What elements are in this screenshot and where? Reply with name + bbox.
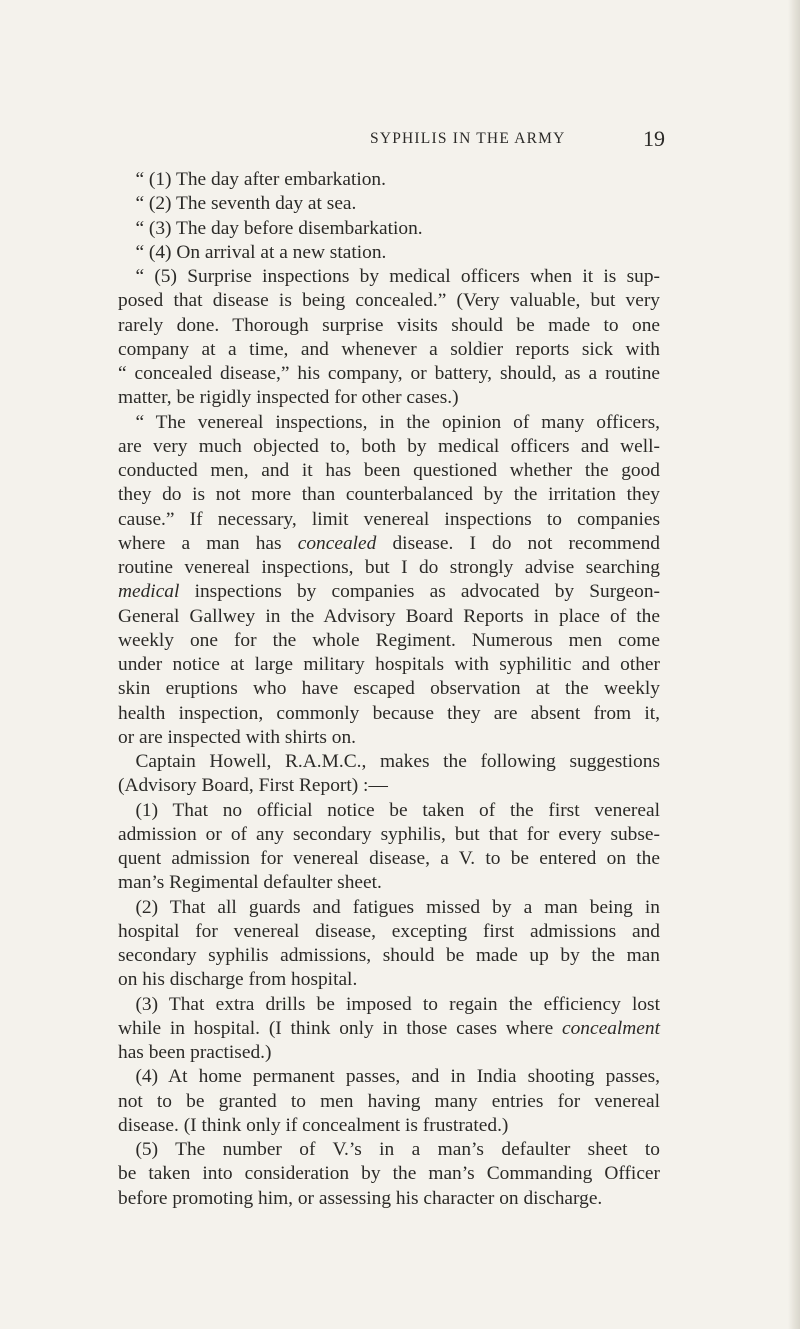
page-number: 19 xyxy=(643,126,665,151)
list-item-4 xyxy=(118,241,660,265)
text-line: skin eruptions who have escaped observation at the weekly xyxy=(118,678,660,700)
paragraph-captain-howell xyxy=(118,750,660,799)
text-line: secondary syphilis admissions, should be made up by the man xyxy=(118,945,660,966)
text-line: under notice at large military hospitals with syphilitic and other xyxy=(118,654,660,675)
running-title: SYPHILIS IN THE ARMY xyxy=(370,130,566,147)
suggestion-1 xyxy=(118,799,660,896)
text-line: not to be granted to men having many entries for venereal xyxy=(118,1090,660,1112)
text-line: (4) At home permanent passes, and in India shooting passes, xyxy=(135,1066,660,1088)
list-item-2 xyxy=(118,192,660,216)
text-line: has been practised.) xyxy=(118,1042,272,1063)
text-line: “ concealed disease,” his company, or battery, should, as a routine xyxy=(118,363,660,384)
text-line: on his discharge from hospital. xyxy=(118,969,358,991)
text-line: admission or of any secondary syphilis, but that for every subse- xyxy=(118,823,660,845)
text-line: (3) That extra drills be imposed to regain the efficiency lost xyxy=(135,993,660,1015)
text-line: before promoting him, or assessing his character on discharge. xyxy=(118,1187,603,1209)
text-line: company at a time, and whenever a soldier reports sick with xyxy=(118,338,660,360)
text-line: health inspection, commonly because they are absent from it, xyxy=(118,702,660,724)
suggestion-2 xyxy=(118,896,660,993)
text-line xyxy=(118,1017,660,1041)
text-run: inspections by companies as advocated by Surgeon- xyxy=(194,581,660,603)
text-line: or are inspected with shirts on. xyxy=(118,726,357,748)
text-line: General Gallwey in the Advisory Board Reports in place of the xyxy=(118,605,660,627)
text-line: (5) The number of V.’s in a man’s defaulter sheet to xyxy=(135,1139,660,1160)
text-line xyxy=(118,580,660,604)
text-line: man’s Regimental defaulter sheet. xyxy=(118,872,382,894)
text-line: “ (1) The day after embarkation. xyxy=(135,169,386,190)
text-line: “ (5) Surprise inspections by medical officers when it is sup- xyxy=(135,266,660,287)
running-head xyxy=(255,128,665,154)
text-line: “ The venereal inspections, in the opinion of many officers, xyxy=(135,411,660,433)
text-line: posed that disease is being concealed.” (Very valuable, but very xyxy=(118,290,660,312)
text-line: Captain Howell, R.A.M.C., makes the following suggestions xyxy=(135,751,660,772)
text-line: disease. (I think only if concealment is frustrated.) xyxy=(118,1114,509,1136)
text-line: (2) That all guards and fatigues missed by a man being in xyxy=(135,896,660,918)
body-text xyxy=(118,168,660,1211)
text-line: rarely done. Thorough surprise visits should be made to one xyxy=(118,314,660,336)
text-line: “ (3) The day before disembarkation. xyxy=(135,217,423,239)
text-line: matter, be rigidly inspected for other cases.) xyxy=(118,387,459,409)
text-run: disease. I do not recommend xyxy=(392,532,660,554)
text-line: “ (2) The seventh day at sea. xyxy=(135,193,357,215)
text-run: where a man has xyxy=(118,532,282,554)
text-line: (Advisory Board, First Report) :— xyxy=(118,775,388,797)
text-line: conducted men, and it has been questioned whether the good xyxy=(118,460,660,481)
text-line: weekly one for the whole Regiment. Numerous men come xyxy=(118,629,660,651)
text-run: while in hospital. (I think only in those cases where xyxy=(118,1017,554,1039)
suggestion-5 xyxy=(118,1138,660,1211)
text-line: cause.” If necessary, limit venereal inspections to companies xyxy=(118,508,660,530)
suggestion-4 xyxy=(118,1065,660,1138)
italic-text: medical xyxy=(118,581,180,603)
page-edge xyxy=(788,0,800,1329)
suggestion-3 xyxy=(118,993,660,1066)
list-item-3 xyxy=(118,217,660,241)
text-line: be taken into consideration by the man’s Commanding Officer xyxy=(118,1163,660,1185)
italic-text: concealed xyxy=(297,532,377,554)
text-line: they do is not more than counterbalanced by the irritation they xyxy=(118,484,660,506)
text-line: “ (4) On arrival at a new station. xyxy=(135,241,387,263)
text-line: (1) That no official notice be taken of the first venereal xyxy=(135,799,660,821)
paragraph-venereal-inspections xyxy=(118,411,660,751)
list-item-1 xyxy=(118,168,660,192)
text-line: quent admission for venereal disease, a V. to be entered on the xyxy=(118,848,660,869)
text-line: routine venereal inspections, but I do strongly advise searching xyxy=(118,557,660,578)
italic-text: concealment xyxy=(562,1017,660,1039)
text-line: are very much objected to, both by medical officers and well- xyxy=(118,435,660,457)
text-line xyxy=(118,532,660,556)
list-item-5 xyxy=(118,265,660,411)
text-line: hospital for venereal disease, excepting first admissions and xyxy=(118,920,660,942)
